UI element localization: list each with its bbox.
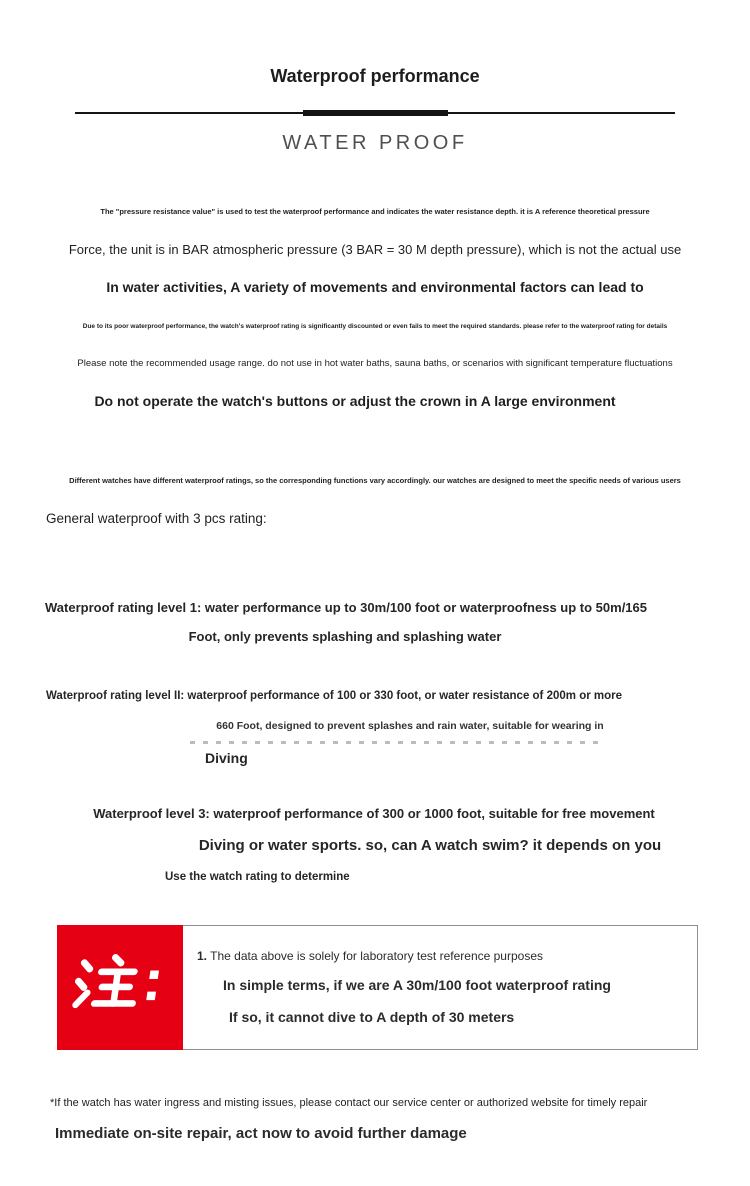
level3-line1: Waterproof level 3: waterproof performance of 300 or 1000 foot, suitable for free movement: [93, 806, 655, 821]
clipped-text-artifact: [190, 741, 605, 744]
fineprint-discounted-rating: Due to its poor waterproof performance, the watch's waterproof rating is significantly discounted or even fails to meet the required standards. please refer to the waterproof rating for details: [82, 323, 668, 330]
zhu-note-icon: [70, 952, 170, 1023]
line-do-not-operate-crown: Do not operate the watch's buttons or adjust the crown in A large environment: [94, 393, 616, 409]
level2-line2: 660 Foot, designed to prevent splashes and rain water, suitable for wearing in: [216, 720, 604, 732]
note-item-3: If so, it cannot dive to A depth of 30 meters: [229, 1009, 515, 1025]
fineprint-different-ratings: Different watches have different waterproof ratings, so the corresponding functions vary accordingly. our watches are designed to meet the specific needs of various users: [69, 476, 681, 485]
level1-line2: Foot, only prevents splashing and splashing water: [188, 629, 502, 644]
level3-line3: Use the watch rating to determine: [165, 871, 350, 883]
level2-line3-diving: Diving: [205, 750, 248, 766]
fineprint-pressure-value: The "pressure resistance value" is used to test the waterproof performance and indicates the water resistance depth. it is A reference theoretical pressure: [100, 207, 650, 216]
line-water-activities: In water activities, A variety of movements and environmental factors can lead to: [106, 279, 644, 295]
line-bar-pressure: Force, the unit is in BAR atmospheric pressure (3 BAR = 30 M depth pressure), which is not the actual use: [68, 242, 682, 257]
watermark-subtitle: WATER PROOF: [282, 132, 468, 154]
note-item-1-number: 1.: [197, 949, 208, 963]
level2-line1: Waterproof rating level II: waterproof performance of 100 or 330 foot, or water resistance of 200m or more: [46, 690, 623, 702]
divider-center-bar: [303, 110, 448, 116]
note-item-1-text: The data above is solely for laboratory test reference purposes: [210, 949, 543, 963]
note-box: [57, 925, 698, 1050]
footer-service-line: *If the watch has water ingress and misting issues, please contact our service center or authorized website for timely repair: [50, 1097, 648, 1109]
note-badge: [57, 925, 183, 1050]
page-title: Waterproof performance: [270, 66, 480, 86]
fineprint-usage-range: Please note the recommended usage range. do not use in hot water baths, sauna baths, or scenarios with significant temperature fluctuations: [77, 358, 673, 369]
line-general-rating: General waterproof with 3 pcs rating:: [46, 511, 267, 526]
level3-line2: Diving or water sports. so, can A watch swim? it depends on you: [198, 837, 662, 854]
level1-line1: Waterproof rating level 1: water performance up to 30m/100 foot or waterproofness up to 50m/165: [45, 600, 647, 615]
note-item-1: [197, 950, 543, 964]
footer-repair-line: Immediate on-site repair, act now to avoid further damage: [55, 1125, 467, 1142]
note-item-2: In simple terms, if we are A 30m/100 foot waterproof rating: [223, 977, 611, 993]
